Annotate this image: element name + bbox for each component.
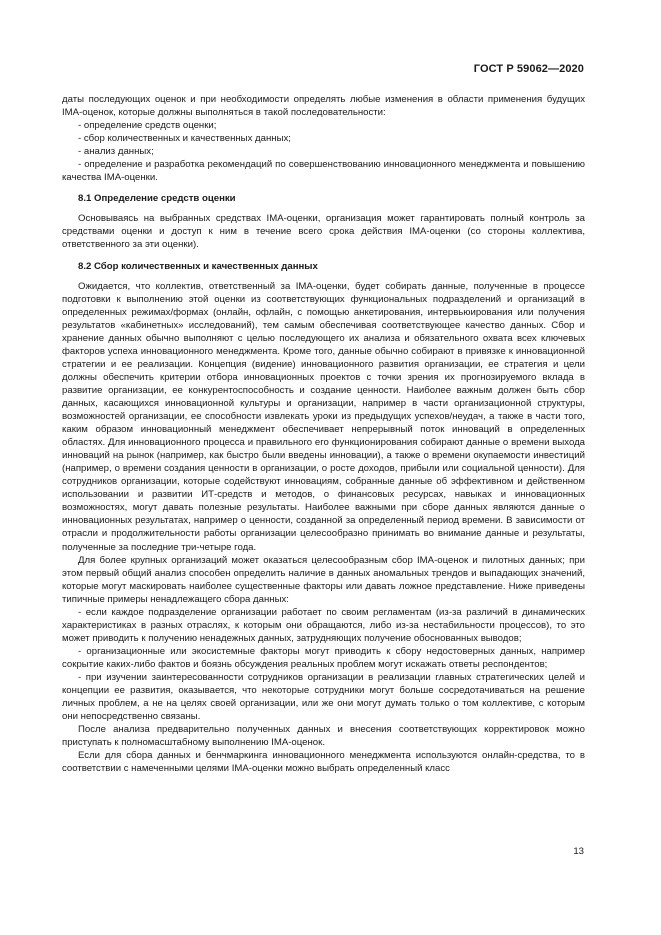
paragraph: После анализа предварительно полученных данных и внесения соответствующих корректировок можно приступать к полномасштабному выполнению IMA-оценок.	[62, 724, 585, 749]
page-number: 13	[573, 846, 584, 857]
paragraph: Ожидается, что коллектив, ответственный за IMA-оценки, будет собирать данные, полученные в процессе подготовки к выполнению этой оценки из соответствующих функциональных подразделений и организаций в определенных режимах/формах (онлайн, офлайн, с помощью анкетирования, интервьюирования или получения результатов «кабинетных» исследований), тем самым обеспечивая соответствующее качество данных. Сбор и хранение данных обычно выполняют с целью последующего их анализа и обязательного охвата всех ключевых факторов успеха инновационного менеджмента. Кроме того, данные обычно собирают в привязке к инновационной стратегии и ее реализации. Концепция (видение) инновационного развития организации, ее стратегия и цели должны обеспечить критерии отбора инновационных проектов с точки зрения их прогнозируемого вклада в развитие организации, ее конкурентоспособность и создание ценности. Наиболее важным должен быть сбор данных, касающихся инновационной культуры и организации, например в части организационной структуры, возможностей организации, ее способности извлекать уроки из предыдущих успехов/неудач, а также в части того, каким образом инновационный менеджмент обеспечивает непрерывный поток инноваций в определенных областях. Для инновационного процесса и правильного его функционирования собирают данные о времени выхода инноваций на рынок (например, как быстро были введены инновации), а также о времени окупаемости инвестиций (например, о времени создания ценности в организации, о росте доходов, прибыли или социальной ценности). Для сотрудников организации, которые содействуют инновациям, собранные данные об эффективном и действенном использовании и развитии ИТ-средств и методов, о финансовых ресурсах, навыках и инновационных возможностях, могут давать полезные результаты. Наиболее важными при сборе данных являются данные о инновационных результатах, например о ценности, созданной за определенный период времени. В зависимости от отрасли и продолжительности работы организации целесообразно принимать во внимание данные и результаты, полученные за последние три-четыре года.	[62, 280, 585, 553]
list-item: - организационные или экосистемные факторы могут приводить к сбору недостоверных данных, например сокрытие каких-либо фактов и боязнь обсуждения реальных проблем могут искажать ответы респондентов;	[62, 645, 585, 670]
section-heading-8-1: 8.1 Определение средств оценки	[78, 193, 236, 205]
standard-code: ГОСТ Р 59062—2020	[473, 63, 584, 75]
list-item: - определение средств оценки;	[78, 120, 217, 132]
list-item: - определение и разработка рекомендаций по совершенствованию инновационного менеджмента и повышению качества IMA-оценки.	[62, 159, 585, 184]
paragraph: Для более крупных организаций может оказаться целесообразным сбор IMA-оценок и пилотных данных; при этом первый общий анализ способен определить наличие в данных аномальных трендов и выпадающих значений, которые могут маскировать наиболее существенные факторы или давать ложное представление. Ниже приведены типичные примеры ненадлежащего сбора данных:	[62, 554, 585, 605]
list-item: - анализ данных;	[78, 146, 154, 158]
list-item: - если каждое подразделение организации работает по своим регламентам (из-за различий в динамических характеристиках в разных отраслях, к которым они обращаются, либо из-за нестабильности процессов), то это может приводить к получению ненадежных данных, затрудняющих получение обоснованных выводов;	[62, 606, 585, 644]
paragraph: Если для сбора данных и бенчмаркинга инновационного менеджмента используются онлайн-средства, то в соответствии с намеченными целями IMA-оценки можно выбрать определенный класс	[62, 750, 585, 775]
paragraph: Основываясь на выбранных средствах IMA-оценки, организация может гарантировать полный контроль за средствами оценки и доступ к ним в течение всего срока действия IMA-оценки (со стороны коллектива, ответственного за эти оценки).	[62, 213, 585, 251]
section-heading-8-2: 8.2 Сбор количественных и качественных данных	[78, 260, 318, 272]
list-item: - при изучении заинтересованности сотрудников организации в реализации главных стратегических целей и концепции ее развития, оказывается, что некоторые сотрудники могут больше сосредотачиваться на решение личных проблем, а не на целях своей организации, или же они могут думать только о том коллективе, с которым они непосредственно связаны.	[62, 671, 585, 723]
list-item: - сбор количественных и качественных данных;	[78, 133, 291, 145]
intro-paragraph: даты последующих оценок и при необходимости определять любые изменения в области применения будущих IMA-оценок, которые должны выполняться в такой последовательности:	[62, 94, 585, 119]
document-body	[62, 93, 585, 775]
